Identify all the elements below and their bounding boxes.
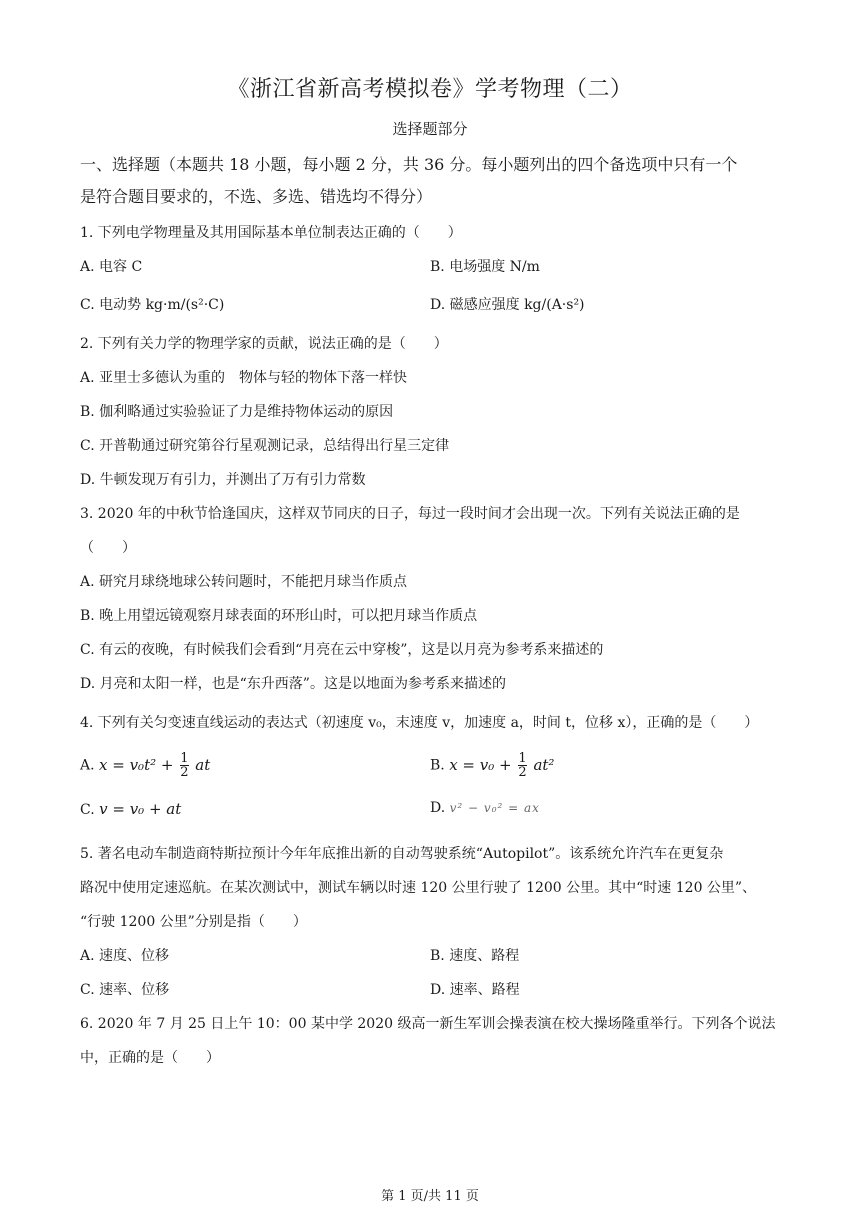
page-title: 《浙江省新高考模拟卷》学考物理（二） xyxy=(227,77,633,102)
section-subtitle: 选择题部分 xyxy=(392,120,468,138)
frac-den: 2 xyxy=(518,765,527,780)
formula-c: v = v₀ + at xyxy=(99,800,182,818)
formula-a-tail: at xyxy=(195,755,211,774)
formula-a xyxy=(99,751,211,780)
question-1-option-b: B. 电场强度 N/m xyxy=(430,259,540,275)
option-letter: C. xyxy=(80,802,95,818)
question-5-option-c: C. 速率、位移 xyxy=(80,982,170,998)
question-3-stem-line2: （ ） xyxy=(80,540,136,556)
question-1-option-c: C. 电动势 kg·m/(s²·C) xyxy=(80,297,225,313)
question-6-stem-line2: 中，正确的是（ ） xyxy=(80,1050,220,1066)
fraction-half xyxy=(180,752,188,779)
question-4-option-a xyxy=(80,752,210,779)
question-3-stem-line1: 3. 2020 年的中秋节恰逢国庆，这样双节同庆的日子，每过一段时间才会出现一次。下列有关说法正确的是 xyxy=(80,506,740,522)
frac-num: 1 xyxy=(180,751,189,766)
question-4-option-c xyxy=(80,800,181,818)
section-instructions-line2: 是符合题目要求的，不选、多选、错选均不得分） xyxy=(80,187,433,206)
question-4-stem: 4. 下列有关匀变速直线运动的表达式（初速度 v₀，末速度 v，加速度 a，时间 t，位移 x），正确的是（ ） xyxy=(80,715,759,731)
section-instructions-line1: 一、选择题（本题共 18 小题，每小题 2 分，共 36 分。每小题列出的四个备选项中只有一个 xyxy=(80,155,738,174)
question-1-option-d: D. 磁感应强度 kg/(A·s²) xyxy=(430,297,585,313)
question-5-option-a: A. 速度、位移 xyxy=(80,948,170,964)
question-5-stem-line3: “行驶 1200 公里”分别是指（ ） xyxy=(80,914,307,930)
option-letter: B. xyxy=(430,757,445,774)
question-5-stem-line2: 路况中使用定速巡航。在某次测试中，测试车辆以时速 120 公里行驶了 1200 公里。其中“时速 120 公里”、 xyxy=(80,880,757,896)
frac-den: 2 xyxy=(180,765,189,780)
question-6-stem-line1: 6. 2020 年 7 月 25 日上午 10：00 某中学 2020 级高一新生军训会操表演在校大操场隆重举行。下列各个说法 xyxy=(80,1016,776,1032)
question-3-option-c: C. 有云的夜晚，有时候我们会看到“月亮在云中穿梭”，这是以月亮为参考系来描述的 xyxy=(80,642,604,658)
question-5-stem-line1: 5. 著名电动车制造商特斯拉预计今年年底推出新的自动驾驶系统“Autopilot”。该系统允许汽车在更复杂 xyxy=(80,846,724,862)
option-letter: D. xyxy=(430,800,446,816)
question-2-option-c: C. 开普勒通过研究第谷行星观测记录，总结得出行星三定律 xyxy=(80,438,450,454)
question-2-option-b: B. 伽利略通过实验验证了力是维持物体运动的原因 xyxy=(80,404,394,420)
question-4-option-d xyxy=(430,800,540,816)
question-2-option-d: D. 牛顿发现万有引力，并测出了万有引力常数 xyxy=(80,472,366,488)
question-4-option-b xyxy=(430,752,554,779)
question-3-option-a: A. 研究月球绕地球公转问题时，不能把月球当作质点 xyxy=(80,574,408,590)
formula-b-tail: at² xyxy=(533,755,555,774)
page-number: 第 1 页/共 11 页 xyxy=(381,1189,479,1204)
formula-d: v² − v₀² = ax xyxy=(449,801,540,815)
question-3-option-b: B. 晚上用望远镜观察月球表面的环形山时，可以把月球当作质点 xyxy=(80,608,478,624)
formula-b-lhs: x = v₀ + xyxy=(449,755,512,774)
question-5-option-b: B. 速度、路程 xyxy=(430,948,520,964)
question-1-option-a: A. 电容 C xyxy=(80,259,143,275)
frac-num: 1 xyxy=(518,751,527,766)
option-letter: A. xyxy=(80,757,95,774)
fraction-half xyxy=(518,752,526,779)
question-5-option-d: D. 速率、路程 xyxy=(430,982,520,998)
question-2-option-a: A. 亚里士多德认为重的 物体与轻的物体下落一样快 xyxy=(80,370,408,386)
question-1-stem: 1. 下列电学物理量及其用国际基本单位制表达正确的（ ） xyxy=(80,225,462,241)
question-3-option-d: D. 月亮和太阳一样，也是“东升西落”。这是以地面为参考系来描述的 xyxy=(80,676,506,692)
question-2-stem: 2. 下列有关力学的物理学家的贡献，说法正确的是（ ） xyxy=(80,336,448,352)
formula-b xyxy=(449,751,555,780)
formula-a-lhs: x = v₀t² + xyxy=(99,755,174,774)
